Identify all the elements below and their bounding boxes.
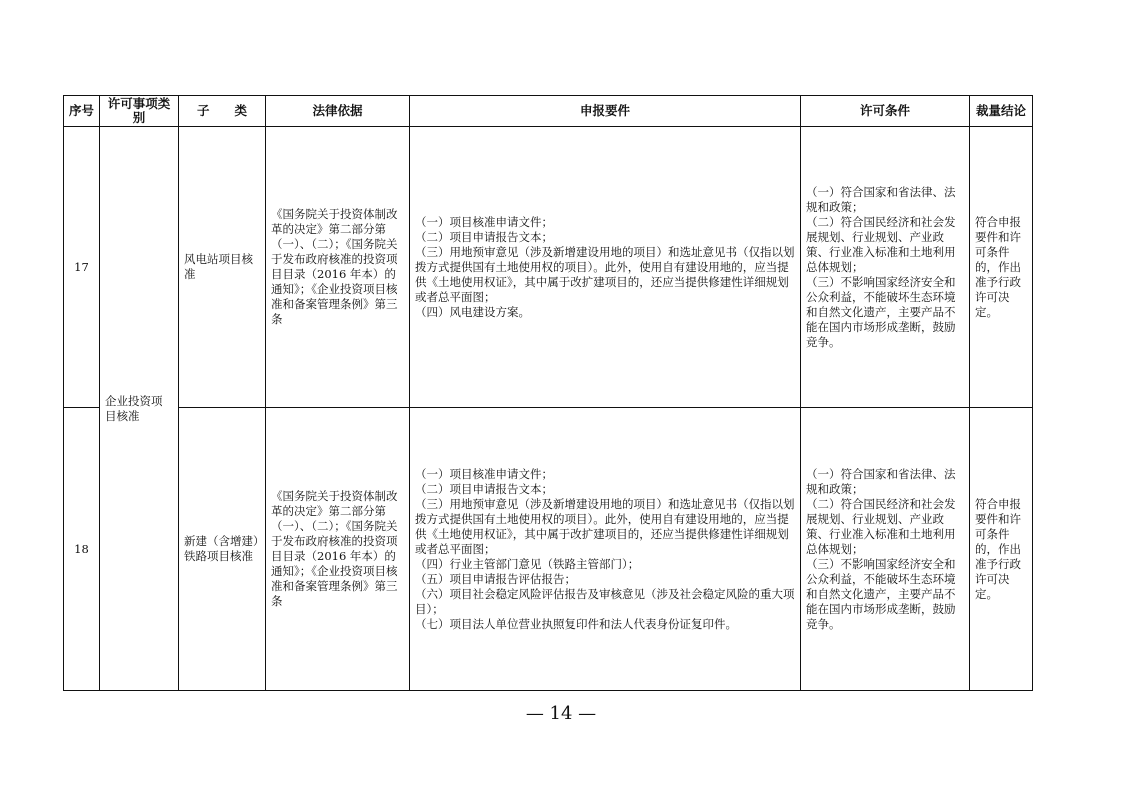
header-conclusion: 裁量结论 bbox=[970, 96, 1033, 127]
conclusion-cell: 符合申报要件和许可条件的，作出准予行政许可决定。 bbox=[970, 408, 1033, 691]
conclusion-cell: 符合申报要件和许可条件的，作出准予行政许可决定。 bbox=[970, 127, 1033, 408]
subcategory-cell: 新建（含增建）铁路项目核准 bbox=[179, 408, 266, 691]
requirements-cell: （一）项目核准申请文件； （二）项目申请报告文本； （三）用地预审意见（涉及新增建设用地的项目）和选址意见书（仅指以划拨方式提供国有土地使用权的项目）。此外，使用自有建设用地的，应当提供《土地使用权证》，其中属于改扩建项目的，还应当提供修建性详细规划或者总平面图； （四）行业主管部门意见（铁路主管部门）； （五）项目申请报告评估报告； （六）项目社会稳定风险评估报告及审核意见（涉及社会稳定风险的重大项目）； （七）项目法人单位营业执照复印件和法人代表身份证复印件。 bbox=[410, 408, 801, 691]
conditions-cell: （一）符合国家和省法律、法规和政策； （二）符合国民经济和社会发展规划、行业规划、产业政策、行业准入标准和土地利用总体规划； （三）不影响国家经济安全和公众利益，不能破坏生态环境和自然文化遗产，主要产品不能在国内市场形成垄断，鼓励竞争。 bbox=[801, 408, 970, 691]
header-no: 序号 bbox=[64, 96, 100, 127]
permit-table bbox=[63, 95, 1033, 691]
subcategory-cell: 风电站项目核准 bbox=[179, 127, 266, 408]
conditions-cell: （一）符合国家和省法律、法规和政策； （二）符合国民经济和社会发展规划、行业规划、产业政策、行业准入标准和土地利用总体规划； （三）不影响国家经济安全和公众利益，不能破坏生态环境和自然文化遗产，主要产品不能在国内市场形成垄断，鼓励竞争。 bbox=[801, 127, 970, 408]
table-row bbox=[64, 408, 1033, 691]
page-number: — 14 — bbox=[525, 703, 597, 724]
category-cell: 企业投资项目核准 bbox=[100, 127, 179, 691]
header-requirements: 申报要件 bbox=[410, 96, 801, 127]
table-row bbox=[64, 127, 1033, 408]
header-subcategory: 子 类 bbox=[179, 96, 266, 127]
header-category: 许可事项类别 bbox=[100, 96, 179, 127]
legal-basis-cell: 《国务院关于投资体制改革的决定》第二部分第（一）、（二）；《国务院关于发布政府核准的投资项目目录（2016 年本）的通知》；《企业投资项目核准和备案管理条例》第三条 bbox=[266, 408, 410, 691]
row-number: 17 bbox=[64, 127, 100, 408]
row-number: 18 bbox=[64, 408, 100, 691]
header-legal-basis: 法律依据 bbox=[266, 96, 410, 127]
requirements-cell: （一）项目核准申请文件； （二）项目申请报告文本； （三）用地预审意见（涉及新增建设用地的项目）和选址意见书（仅指以划拨方式提供国有土地使用权的项目）。此外，使用自有建设用地的，应当提供《土地使用权证》，其中属于改扩建项目的，还应当提供修建性详细规划或者总平面图； （四）风电建设方案。 bbox=[410, 127, 801, 408]
legal-basis-cell: 《国务院关于投资体制改革的决定》第二部分第（一）、（二）；《国务院关于发布政府核准的投资项目目录（2016 年本）的通知》；《企业投资项目核准和备案管理条例》第三条 bbox=[266, 127, 410, 408]
header-conditions: 许可条件 bbox=[801, 96, 970, 127]
table-header-row bbox=[64, 96, 1033, 127]
